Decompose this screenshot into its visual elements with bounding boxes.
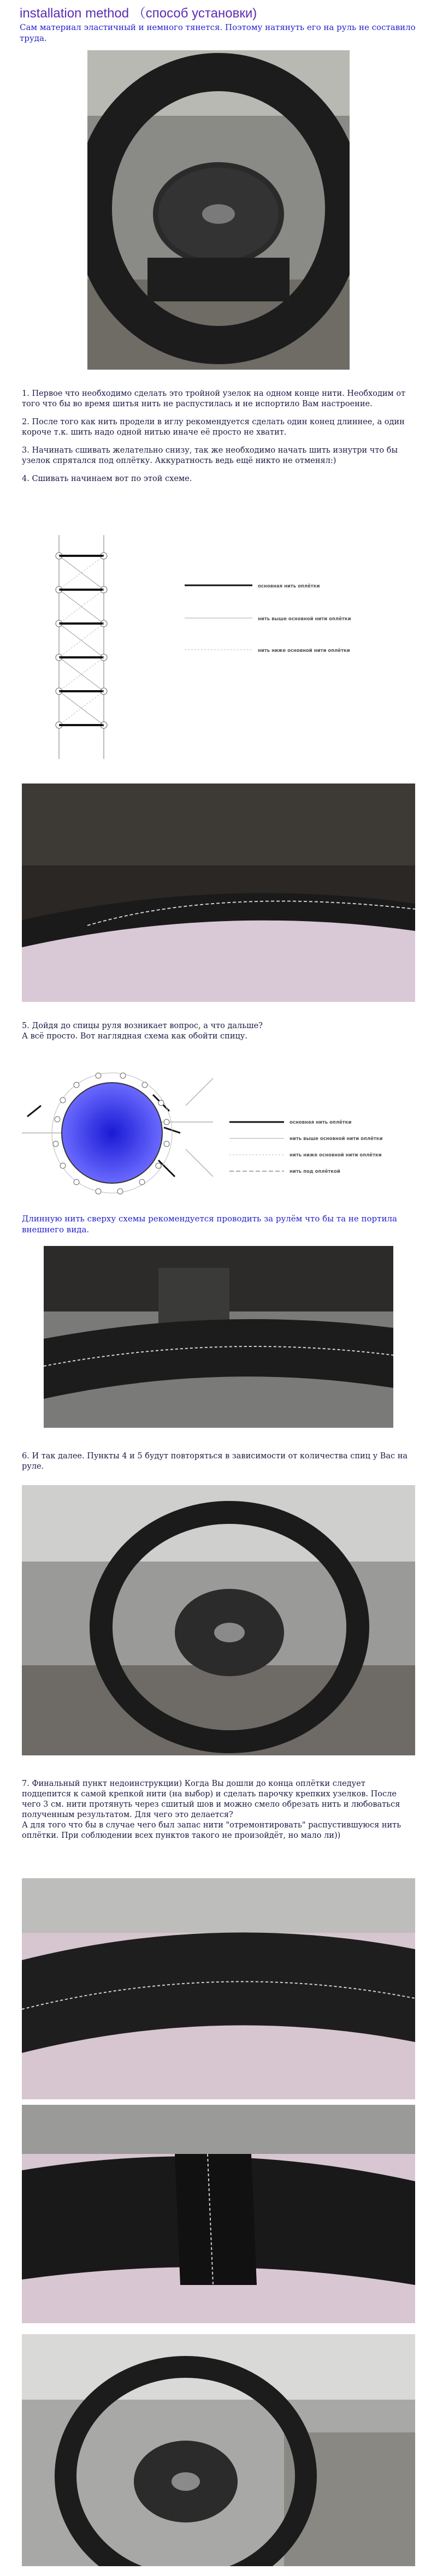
- legend2-below: нить ниже основной нити оплётки: [290, 1153, 382, 1158]
- step-7-block: [22, 1779, 415, 1841]
- step-7b: А для того что бы в случае чего был запас нити "отремонтировать" распустившуюся нить оплётки. При соблюдении всех пунктов такого не произойдёт, но мало ли)): [22, 1821, 401, 1840]
- legend2-under: нить под оплёткой: [290, 1169, 340, 1174]
- step-5b: А всё просто. Вот наглядная схема как обойти спицу.: [22, 1032, 247, 1041]
- spoke-diagram: [22, 1056, 415, 1204]
- photo-finished-1: [22, 1878, 415, 2099]
- photo-stitching-1: [22, 784, 415, 1002]
- legend1-below: нить ниже основной нити оплётки: [258, 648, 350, 654]
- page-title: installation method （способ установки): [20, 6, 257, 21]
- intro-note: Сам материал эластичный и немного тянется. Поэтому натянуть его на руль не составило труда.: [20, 22, 416, 43]
- legend1-above: нить выше основной нити оплётки: [258, 616, 351, 622]
- step-6: 6. И так далее. Пункты 4 и 5 будут повторяться в зависимости от количества спиц у Вас на руле.: [22, 1452, 408, 1471]
- photo-finished-2: [22, 2105, 415, 2323]
- step-7: 7. Финальный пункт недоинструкции) Когда Вы дошли до конца оплётки следует подцепится к самой крепкой нити (на выбор) и сделать парочку крепких узелков. После чего 3 см. нити протянуть через сшитый шов и можно смело обрезать нить и любоваться полученным результатом. Для чего это делается?: [22, 1779, 400, 1819]
- photo-wheel-airbag: [87, 50, 350, 370]
- step-5: 5. Дойдя до спицы руля возникает вопрос, а что дальше?: [22, 1022, 263, 1030]
- legend2-main: основная нить оплётки: [290, 1120, 352, 1125]
- step-5-block: [22, 1021, 415, 1042]
- step-6-block: [22, 1451, 415, 1475]
- step-1: 1. Первое что необходимо сделать это тройной узелок на одном конце нити. Необходим от того что бы во время шитья нить не распустилась и не испортило Вам настроение.: [22, 389, 406, 408]
- photo-wheel-full: [22, 1485, 415, 1755]
- legend2-above: нить выше основной нити оплётки: [290, 1136, 383, 1142]
- photo-finished-wheel: [22, 2334, 415, 2566]
- step-2: 2. После того как нить продели в иглу рекомендуется сделать один конец длиннее, а один короче т.к. шить надо одной нитью иначе её просто не хватит.: [22, 418, 405, 437]
- photo-stitching-2: [44, 1246, 393, 1428]
- legend1-main: основная нить оплётки: [258, 584, 320, 589]
- steps-1-4: [22, 389, 415, 488]
- stitch-diagram: [22, 530, 415, 770]
- tip-note: Длинную нить сверху схемы рекомендуется проводить за рулём что бы та не портила внешнего вида.: [22, 1214, 397, 1234]
- step-3: 3. Начинать сшивать желательно снизу, так же необходимо начать шить изнутри что бы узелок спрятался под оплётку. Аккуратность ведь ещё никто не отменял:): [22, 446, 398, 465]
- step-4: 4. Сшивать начинаем вот по этой схеме.: [22, 474, 192, 483]
